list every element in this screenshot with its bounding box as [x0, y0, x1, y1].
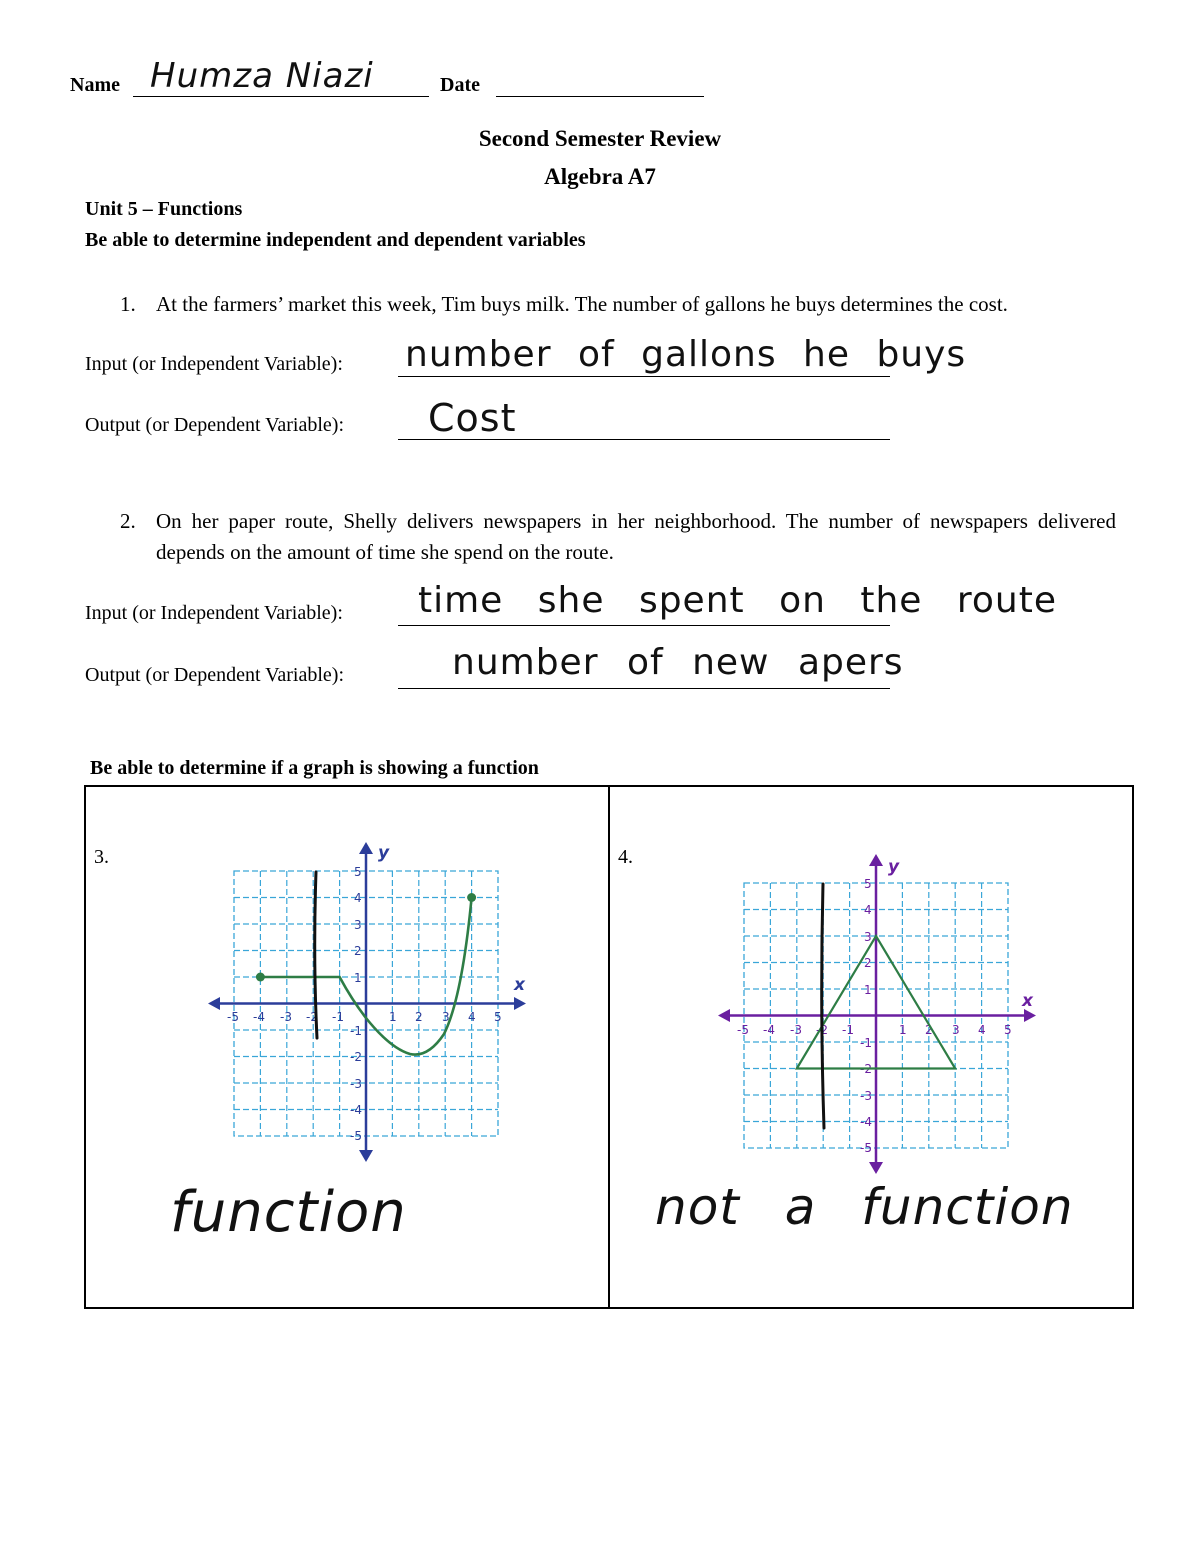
question-number: 2. [120, 509, 136, 533]
x-tick: 2 [925, 1023, 933, 1037]
date-label: Date [440, 74, 480, 96]
page-title: Second Semester Review [478, 126, 722, 151]
output-handwriting: Cost [428, 396, 517, 440]
graph-answer: function [170, 1180, 407, 1245]
y-tick: -5 [860, 1141, 872, 1155]
y-tick: 1 [354, 971, 362, 985]
graph-number: 4. [618, 846, 633, 868]
y-tick: 2 [864, 956, 872, 970]
x-tick: 1 [389, 1010, 397, 1024]
x-tick: 2 [415, 1010, 423, 1024]
output-answer-line[interactable] [398, 688, 890, 689]
y-tick: 2 [354, 944, 362, 958]
y-tick: -4 [350, 1103, 362, 1117]
y-tick: -2 [350, 1050, 362, 1064]
x-tick: -1 [332, 1010, 344, 1024]
input-answer-line[interactable] [398, 376, 890, 377]
y-tick: -3 [350, 1077, 362, 1091]
vertical-line-test-mark [315, 872, 317, 1038]
x-axis-label: x [1022, 991, 1033, 1011]
input-label: Input (or Independent Variable): [85, 602, 343, 624]
x-tick: 4 [978, 1023, 986, 1037]
axes-3 [208, 842, 526, 1162]
y-tick: 4 [864, 903, 872, 917]
y-tick: 1 [864, 983, 872, 997]
x-tick: -2 [306, 1010, 318, 1024]
graph-number: 3. [94, 846, 109, 868]
input-handwriting: number of gallons he buys [405, 334, 967, 375]
date-underline[interactable] [496, 96, 704, 97]
x-tick: -2 [816, 1023, 828, 1037]
x-tick: 3 [442, 1010, 450, 1024]
graph-4 [712, 848, 1052, 1178]
axes-4 [718, 854, 1036, 1174]
x-tick: -3 [790, 1023, 802, 1037]
graph-3 [200, 838, 540, 1168]
input-answer-line[interactable] [398, 625, 890, 626]
name-handwriting: Humza Niazi [150, 56, 374, 96]
y-tick: -4 [860, 1115, 872, 1129]
y-axis-label: y [378, 843, 390, 863]
x-tick: -3 [280, 1010, 292, 1024]
y-tick: 3 [864, 930, 872, 944]
x-tick: -1 [842, 1023, 854, 1037]
x-tick: -5 [737, 1023, 749, 1037]
y-tick: -2 [860, 1062, 872, 1076]
y-axis-label: y [888, 857, 900, 877]
y-tick: -1 [350, 1024, 362, 1038]
x-axis-label: x [514, 975, 525, 995]
input-label: Input (or Independent Variable): [85, 353, 343, 375]
x-tick: 5 [494, 1010, 502, 1024]
name-underline [133, 96, 429, 97]
output-handwriting: number of new apers [452, 642, 904, 683]
name-label: Name [70, 74, 120, 96]
x-tick: 1 [899, 1023, 907, 1037]
question-text: At the farmers’ market this week, Tim buys milk. The number of gallons he buys determines the cost. [156, 292, 1008, 316]
unit-subheading: Be able to determine independent and dependent variables [85, 229, 586, 251]
x-tick: 4 [468, 1010, 476, 1024]
y-tick: -5 [350, 1129, 362, 1143]
page-subtitle: Algebra A7 [544, 164, 656, 189]
table-divider [608, 787, 610, 1307]
y-tick: 5 [354, 865, 362, 879]
y-tick: 4 [354, 891, 362, 905]
question-text: On her paper route, Shelly delivers newspapers in her neighborhood. The number of newspapers delivered depends on the amount of time she spend on the route. [156, 509, 1116, 564]
section-heading: Be able to determine if a graph is showing a function [90, 757, 539, 779]
output-label: Output (or Dependent Variable): [85, 664, 344, 686]
y-tick: -1 [860, 1036, 872, 1050]
unit-heading: Unit 5 – Functions [85, 198, 243, 220]
y-tick: 5 [864, 877, 872, 891]
x-tick: -4 [763, 1023, 775, 1037]
input-handwriting: time she spent on the route [418, 580, 1057, 621]
x-tick: -4 [253, 1010, 265, 1024]
y-tick: 3 [354, 918, 362, 932]
x-tick: 5 [1004, 1023, 1012, 1037]
x-tick: -5 [227, 1010, 239, 1024]
output-label: Output (or Dependent Variable): [85, 414, 344, 436]
x-tick: 3 [952, 1023, 960, 1037]
y-tick: -3 [860, 1089, 872, 1103]
question-number: 1. [120, 292, 136, 316]
graph-answer: not a function [655, 1178, 1074, 1236]
